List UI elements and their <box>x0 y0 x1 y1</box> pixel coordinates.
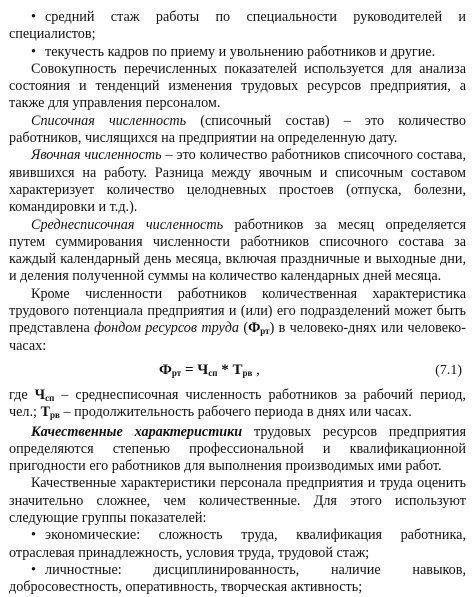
paragraph-average-count: Среднесписочная численность работников за месяц определяется путем суммирования численности работников списочного состава за каждый календарный день месяца, включая праздничные и выходные дни, и деления полученной суммы на количество календарных дней месяца. <box>9 216 466 285</box>
paragraph-labor-fund: Кроме численности работников количественная характеристика трудового потенциала предприятия и (или) его подразделений может быть представлена фондом ресурсов труда $(Ф_{рт})$ в человеко-днях или человеко-часах: <box>9 285 466 354</box>
formula-expression: $Ф_{рт} = Ч_{сп} * Т_{рв}$ , <box>159 361 260 378</box>
symbol-avg-count: $Ч_{сп}$ <box>34 386 55 403</box>
bullet-icon: • <box>31 561 36 578</box>
term-quality: Качественные характеристики <box>31 423 243 440</box>
bullet-icon: • <box>31 527 36 544</box>
bullet-item: • средний стаж работы по специальности руководителей и специалистов; <box>9 9 466 43</box>
paragraph-quality-groups: Качественные характеристики персонала предприятия и труда оценить значительно сложнее, чем количественные. Для этого используют следующие группы показателей: <box>9 475 466 527</box>
bullet-icon: • <box>31 43 36 60</box>
paragraph-turnout-count: Явочная численность – это количество работников списочного состава, явившихся на работу. Разница между явочным и списочным составом характеризует количество целодневных простоев (отпуска, болезни, командировки и т.д.). <box>9 147 466 216</box>
paragraph-where: где $Ч_{сп}$ – среднесписочная численность работников за рабочий период, чел.; $Т_{рв}$ – продолжительность рабочего периода в днях или часах. <box>9 386 466 421</box>
paragraph-quality: Качественные характеристики трудовых ресурсов предприятия определяются степенью профессиональной и квалификационной пригодности его работников для выполнения производимых ими работ. <box>9 423 466 475</box>
symbol-labor-fund: $Ф_{рт}$ <box>248 320 270 337</box>
formula-7-1 <box>9 359 466 385</box>
symbol-work-period: $Т_{рв}$ <box>40 404 60 421</box>
term-turnout-count: Явочная численность <box>31 147 162 164</box>
bullet-item: • личностные: дисциплинированность, наличие навыков, добросовестность, оперативность, творческая активность; <box>9 561 466 596</box>
bullet-icon: • <box>31 9 36 25</box>
paragraph-listed-count: Списочная численность (списочный состав) – это количество работников, числящихся на предприятии на определенную дату. <box>9 112 466 147</box>
bullet-item: • экономические: сложность труда, квалификация работника, отраслевая принадлежность, условия труда, трудовой стаж; <box>9 527 466 561</box>
formula-number: (7.1) <box>435 362 462 378</box>
term-labor-fund: фондом ресурсов труда <box>94 320 240 337</box>
term-listed-count: Списочная численность <box>31 112 187 129</box>
paragraph-totality: Совокупность перечисленных показателей используется для анализа состояния и тенденций изменения трудовых ресурсов предприятия, а также для управления персоналом. <box>9 60 466 112</box>
bullet-item: • текучесть кадров по приему и увольнению работников и другие. <box>31 43 436 60</box>
term-average-count: Среднесписочная численность <box>31 216 224 233</box>
